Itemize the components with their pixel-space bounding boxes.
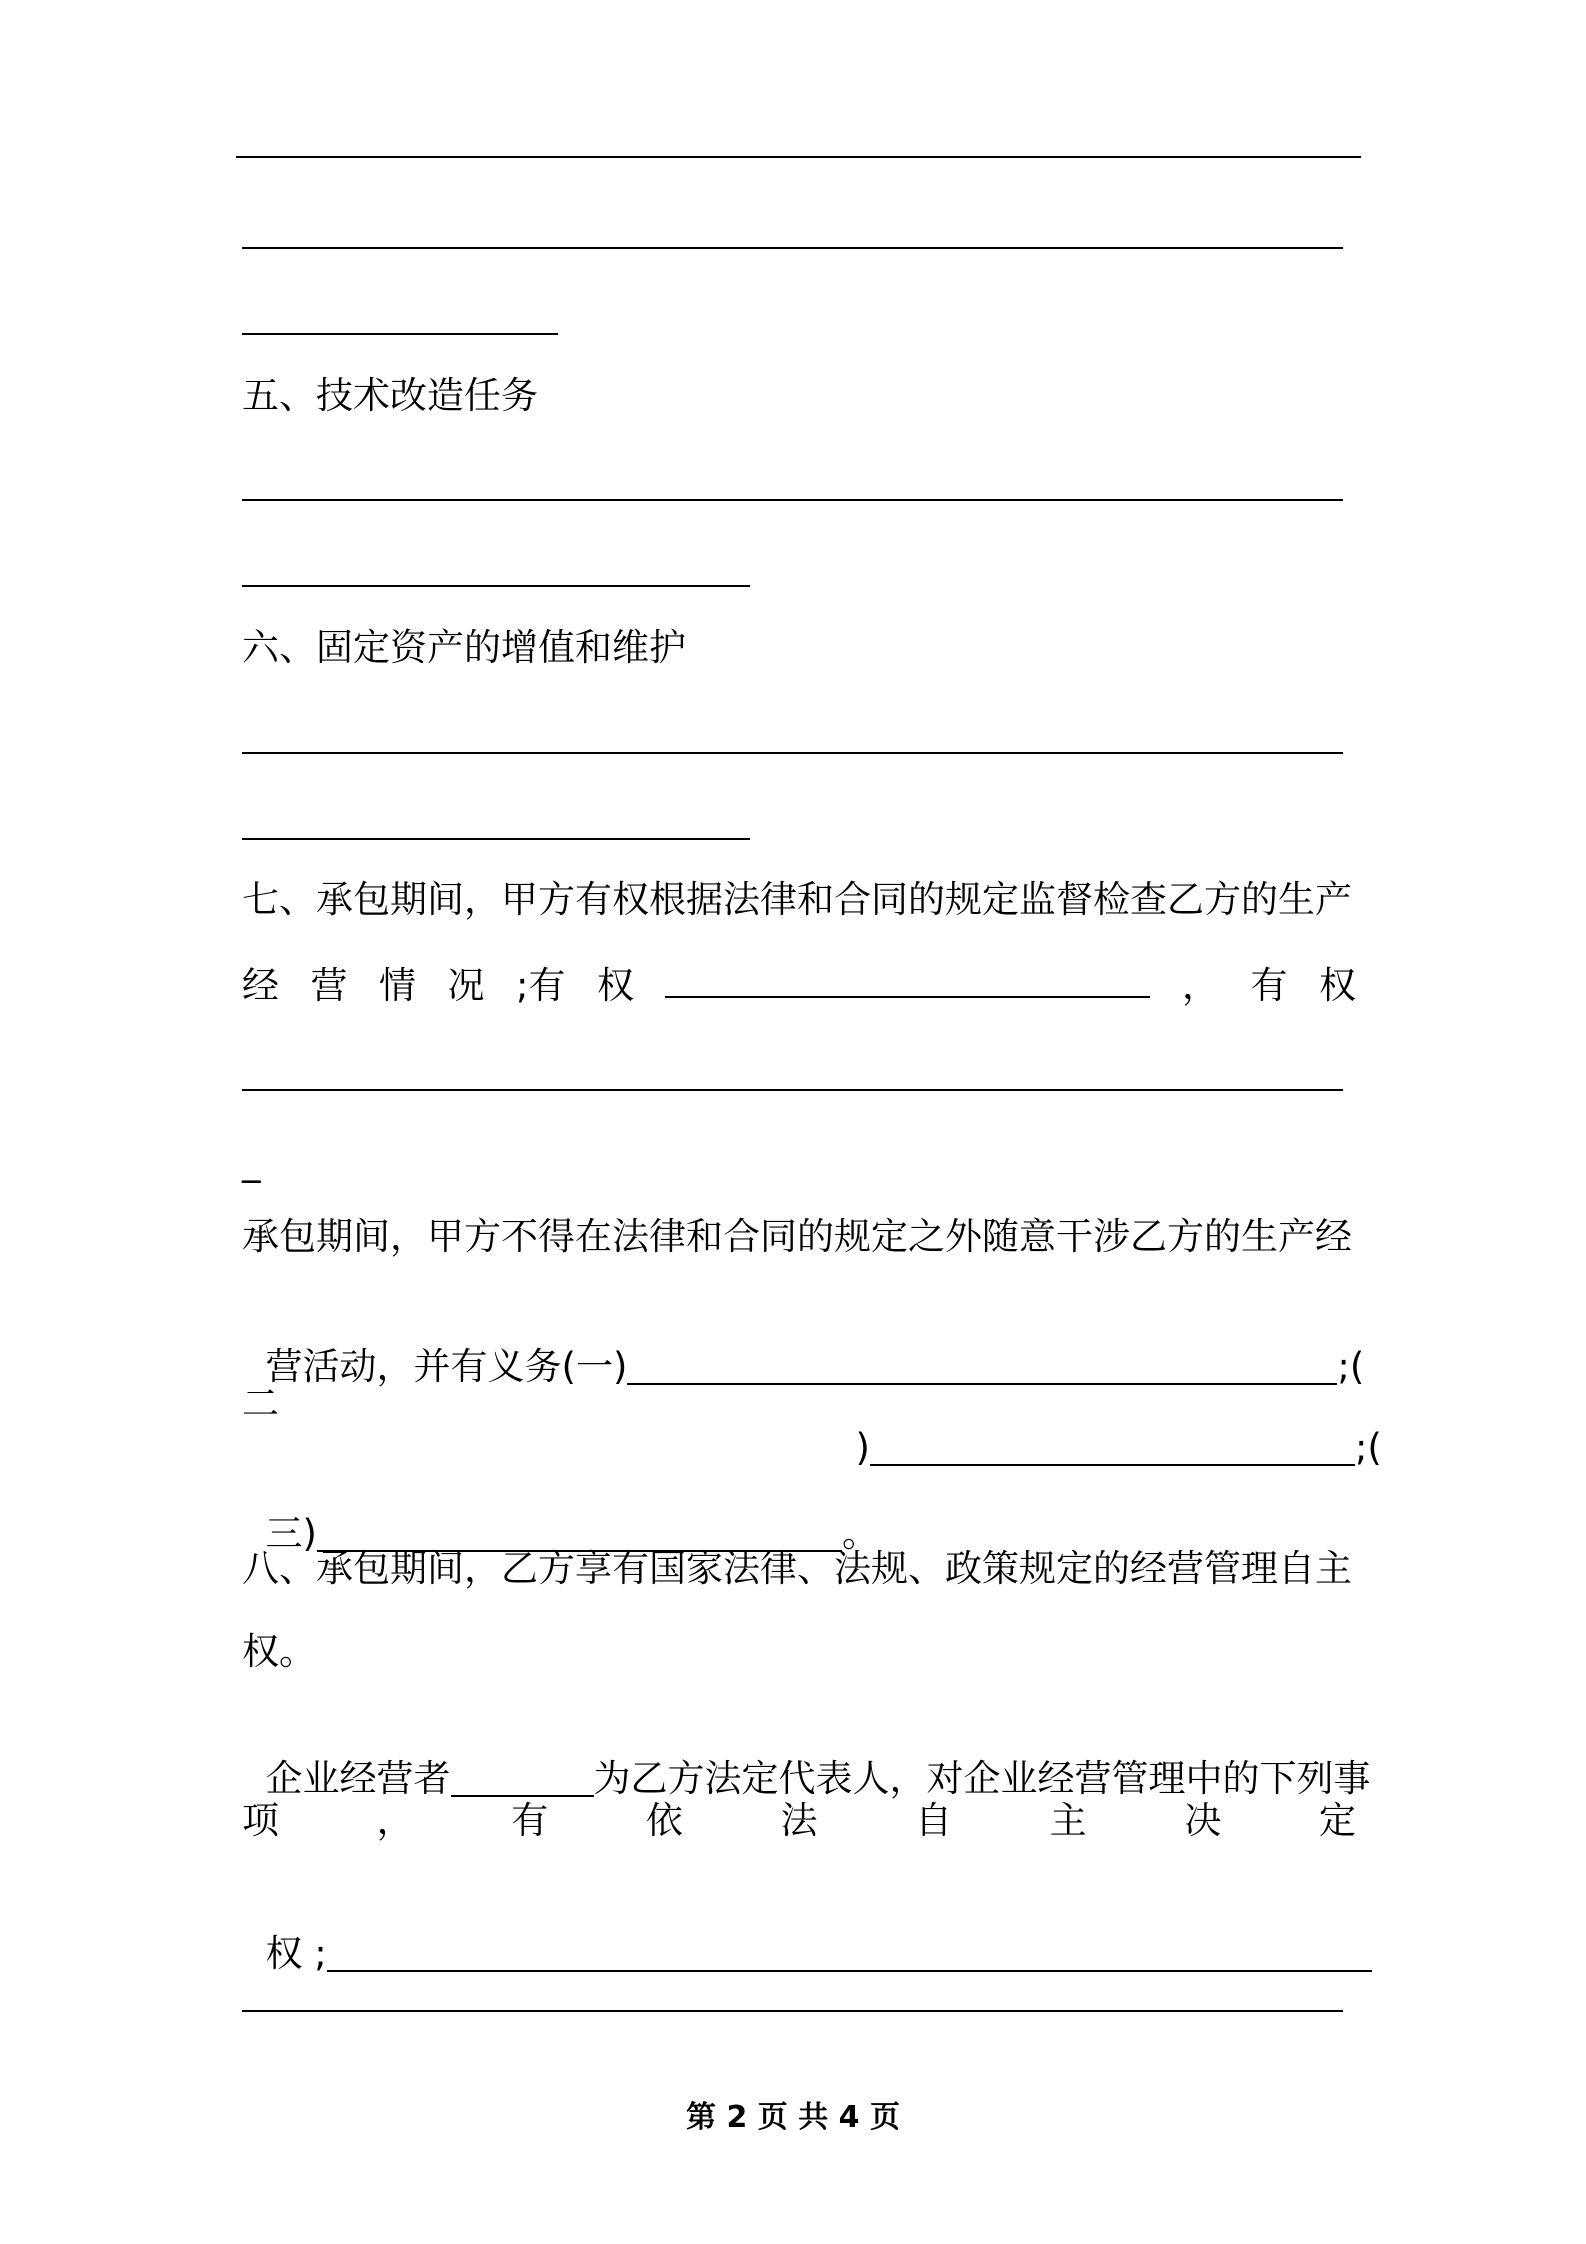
operator-line-1-prefix: 企业经营者 xyxy=(265,1757,451,1800)
justified-char: 自 xyxy=(915,1799,953,1842)
duty-line-4 xyxy=(242,1468,879,1556)
fill-blank-inline xyxy=(870,1464,1355,1466)
justified-char: 有 xyxy=(511,1799,549,1842)
justified-char: 况 xyxy=(447,964,485,1007)
fill-blank-inline xyxy=(451,1795,594,1797)
justified-char: 决 xyxy=(1184,1799,1222,1842)
justified-char: 项 xyxy=(242,1799,279,1842)
section-6-title: 六、固定资产的增值和维护 xyxy=(242,626,686,669)
fill-blank-line xyxy=(242,838,750,840)
header-rule xyxy=(236,156,1361,158)
operator-line-1-suffix: 为乙方法定代表人，对企业经营管理中的下列事 xyxy=(593,1757,1371,1800)
section-7-line-1: 七、承包期间，甲方有权根据法律和合同的规定监督检查乙方的生产 xyxy=(242,878,1352,921)
fill-blank-line xyxy=(242,247,1343,249)
section-5-title: 五、技术改造任务 xyxy=(242,374,538,417)
justified-char: 经 xyxy=(242,964,279,1007)
fill-blank-inline xyxy=(665,996,1150,998)
duty-line-2-prefix: 营活动，并有义务(一) xyxy=(265,1345,628,1388)
justified-char: ， xyxy=(1181,964,1219,1007)
justified-char: 法 xyxy=(780,1799,818,1842)
justified-char: ;有 xyxy=(516,964,566,1007)
duty-line-1: 承包期间，甲方不得在法律和合同的规定之外随意干涉乙方的生产经 xyxy=(242,1215,1352,1258)
justified-char: 定 xyxy=(1319,1799,1356,1842)
justified-char: 权 xyxy=(596,964,634,1007)
justified-char: 情 xyxy=(379,964,416,1007)
fill-blank-line xyxy=(242,585,750,587)
trailing-dash: _ xyxy=(242,1140,261,1183)
operator-line-3 xyxy=(242,1888,1372,1976)
fill-blank-line xyxy=(242,333,558,335)
justified-char: 主 xyxy=(1049,1799,1087,1842)
section-8-line-2: 权。 xyxy=(242,1630,316,1673)
section-7-line-2 xyxy=(242,964,1356,1008)
page-number: 第 2 页 共 4 页 xyxy=(686,2100,900,2135)
operator-line-1 xyxy=(242,1713,1371,1801)
operator-line-2 xyxy=(242,1799,1356,1843)
duty-line-2-suffix: ;( xyxy=(1337,1345,1365,1388)
justified-char: ， xyxy=(376,1799,414,1842)
fill-blank-line xyxy=(242,499,1343,501)
operator-line-3-prefix: 权 ; xyxy=(265,1932,327,1975)
fill-blank-line xyxy=(242,2010,1343,2012)
duty-line-4-prefix: 三) xyxy=(265,1512,317,1555)
justified-char: 依 xyxy=(645,1799,683,1842)
section-8-line-1: 八、承包期间，乙方享有国家法律、法规、政策规定的经营管理自主 xyxy=(242,1547,1352,1590)
duty-line-4-suffix: 。 xyxy=(841,1512,879,1555)
fill-blank-inline xyxy=(327,1970,1372,1972)
duty-line-3-mid: ) xyxy=(855,1426,870,1469)
duty-line-3-prefix: 二 xyxy=(242,1382,279,1425)
justified-char: 有 xyxy=(1250,964,1288,1007)
fill-blank-line xyxy=(242,1089,1343,1091)
justified-char: 营 xyxy=(310,964,348,1007)
duty-line-3-suffix: ;( xyxy=(1354,1426,1382,1469)
justified-char: 权 xyxy=(1318,964,1356,1007)
fill-blank-line xyxy=(242,752,1343,754)
duty-line-3-rest xyxy=(832,1382,1382,1470)
duty-line-2 xyxy=(242,1301,1364,1389)
